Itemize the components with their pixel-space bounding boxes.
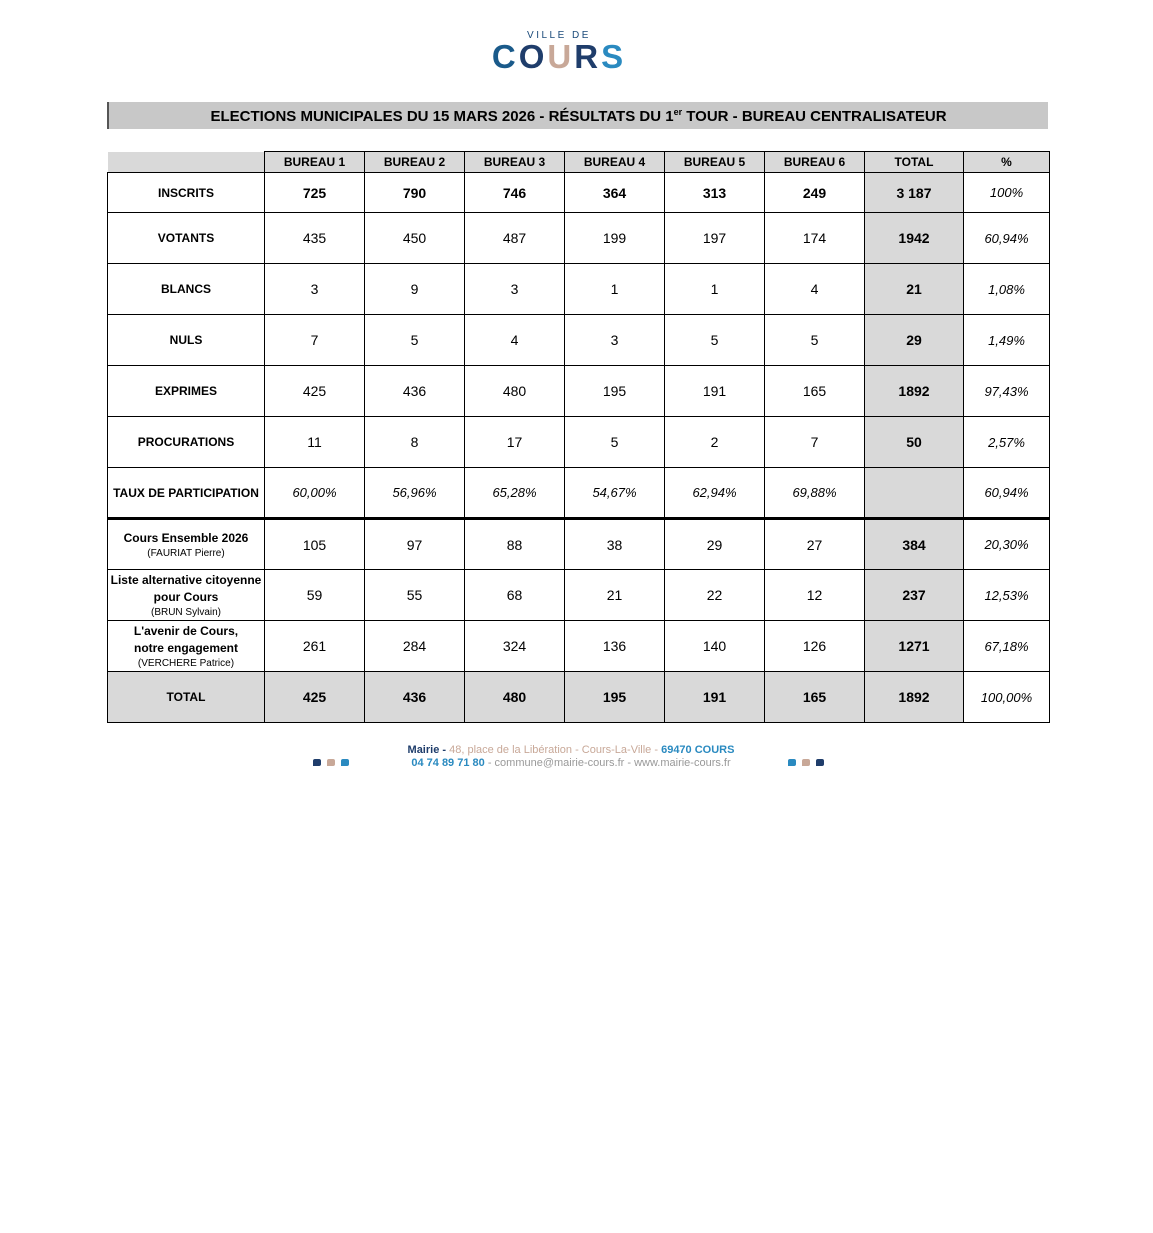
cell-value: 2 [665, 417, 765, 468]
cell-value: 60,00% [265, 468, 365, 519]
cell-percent: 60,94% [964, 468, 1050, 519]
cell-value: 140 [665, 621, 765, 672]
candidate-list-name-2: notre engagement [133, 640, 238, 655]
cell-total [865, 468, 964, 519]
cell-value: 1 [565, 264, 665, 315]
cell-percent: 12,53% [964, 570, 1050, 621]
decorative-squares-right [788, 753, 830, 771]
logo-letter: S [601, 38, 627, 75]
candidate-label [108, 621, 265, 672]
cell-value: 21 [565, 570, 665, 621]
cell-value: 3 [465, 264, 565, 315]
cell-percent: 1,08% [964, 264, 1050, 315]
cell-value: 165 [765, 366, 865, 417]
candidate-list-name: Liste alternative citoyenne [110, 572, 262, 587]
header-percent: % [964, 152, 1050, 173]
cell-value: 38 [565, 519, 665, 570]
page-title [107, 102, 1048, 129]
cell-percent: 2,57% [964, 417, 1050, 468]
footer-mairie: Mairie - [407, 744, 447, 756]
cell-value: 195 [565, 672, 665, 723]
cell-value: 480 [465, 366, 565, 417]
cell-value: 436 [365, 366, 465, 417]
candidate-head: (BRUN Sylvain) [150, 606, 221, 618]
cell-value: 68 [465, 570, 565, 621]
cell-value: 17 [465, 417, 565, 468]
row-candidate-2 [108, 570, 1050, 621]
decorative-squares-left [313, 753, 355, 771]
cell-value: 191 [665, 366, 765, 417]
row-participation [108, 468, 1050, 519]
title-sup: er [673, 107, 683, 117]
cell-value: 1 [665, 264, 765, 315]
cell-value: 364 [565, 173, 665, 213]
candidate-label [108, 570, 265, 621]
cell-percent: 100% [964, 173, 1050, 213]
footer-phone: 04 74 89 71 80 [411, 757, 485, 769]
cell-value: 8 [365, 417, 465, 468]
cours-logo [484, 30, 634, 78]
row-exprimes [108, 366, 1050, 417]
header-empty [108, 152, 265, 173]
cell-value: 313 [665, 173, 765, 213]
square-icon [788, 759, 796, 766]
cell-value: 56,96% [365, 468, 465, 519]
logo-letter: R [574, 38, 602, 75]
square-icon [313, 759, 321, 766]
cell-value: 480 [465, 672, 565, 723]
cell-value: 5 [765, 315, 865, 366]
header-total: TOTAL [865, 152, 964, 173]
header-bureau-4: BUREAU 4 [565, 152, 665, 173]
row-votants [108, 213, 1050, 264]
cell-value: 191 [665, 672, 765, 723]
cell-value: 4 [765, 264, 865, 315]
cell-value: 7 [265, 315, 365, 366]
header-bureau-1: BUREAU 1 [265, 152, 365, 173]
header-bureau-3: BUREAU 3 [465, 152, 565, 173]
logo-cours [484, 38, 634, 76]
logo-ville-de: VILLE DE [527, 30, 591, 41]
row-inscrits [108, 173, 1050, 213]
cell-total: 1271 [865, 621, 964, 672]
footer-street: 48, place de la Libération - Cours-La-Ville - [446, 744, 662, 756]
cell-total: 384 [865, 519, 964, 570]
cell-percent: 60,94% [964, 213, 1050, 264]
row-label: PROCURATIONS [108, 417, 265, 468]
row-label: NULS [108, 315, 265, 366]
cell-total: 1892 [865, 672, 964, 723]
header-bureau-2: BUREAU 2 [365, 152, 465, 173]
cell-value: 195 [565, 366, 665, 417]
cell-value: 261 [265, 621, 365, 672]
header-row [108, 152, 1050, 173]
cell-value: 197 [665, 213, 765, 264]
cell-value: 7 [765, 417, 865, 468]
row-label: VOTANTS [108, 213, 265, 264]
row-total [108, 672, 1050, 723]
cell-value: 59 [265, 570, 365, 621]
cell-value: 425 [265, 366, 365, 417]
cell-value: 27 [765, 519, 865, 570]
row-label: EXPRIMES [108, 366, 265, 417]
cell-value: 62,94% [665, 468, 765, 519]
cell-value: 5 [365, 315, 465, 366]
square-icon [802, 759, 810, 766]
square-icon [327, 759, 335, 766]
cell-value: 97 [365, 519, 465, 570]
cell-value: 5 [565, 417, 665, 468]
title-part2: TOUR - BUREAU CENTRALISATEUR [682, 108, 947, 125]
cell-value: 88 [465, 519, 565, 570]
row-blancs [108, 264, 1050, 315]
row-candidate-1 [108, 519, 1050, 570]
cell-value: 3 [565, 315, 665, 366]
row-label: BLANCS [108, 264, 265, 315]
cell-value: 324 [465, 621, 565, 672]
footer-line-2 [391, 757, 751, 770]
logo-letter: U [547, 38, 575, 75]
cell-value: 4 [465, 315, 565, 366]
cell-value: 5 [665, 315, 765, 366]
row-nuls [108, 315, 1050, 366]
cell-total: 3 187 [865, 173, 964, 213]
cell-percent: 100,00% [964, 672, 1050, 723]
cell-total: 50 [865, 417, 964, 468]
title-part1: ELECTIONS MUNICIPALES DU 15 MARS 2026 - RÉSULTATS DU 1 [210, 108, 674, 125]
row-label: INSCRITS [108, 173, 265, 213]
cell-value: 487 [465, 213, 565, 264]
cell-value: 3 [265, 264, 365, 315]
cell-value: 425 [265, 672, 365, 723]
candidate-list-name: Cours Ensemble 2026 [123, 530, 249, 545]
cell-total: 1942 [865, 213, 964, 264]
cell-value: 249 [765, 173, 865, 213]
row-label: TOTAL [108, 672, 265, 723]
cell-total: 1892 [865, 366, 964, 417]
cell-value: 136 [565, 621, 665, 672]
square-icon [341, 759, 349, 766]
cell-value: 12 [765, 570, 865, 621]
cell-value: 436 [365, 672, 465, 723]
cell-value: 9 [365, 264, 465, 315]
cell-total: 29 [865, 315, 964, 366]
cell-value: 55 [365, 570, 465, 621]
header-bureau-6: BUREAU 6 [765, 152, 865, 173]
cell-value: 22 [665, 570, 765, 621]
cell-value: 790 [365, 173, 465, 213]
cell-value: 450 [365, 213, 465, 264]
cell-value: 65,28% [465, 468, 565, 519]
logo-letter: C [491, 38, 519, 75]
footer-address [391, 744, 751, 770]
cell-value: 174 [765, 213, 865, 264]
cell-percent: 20,30% [964, 519, 1050, 570]
footer-contact: - commune@mairie-cours.fr - www.mairie-cours.fr [484, 757, 731, 769]
cell-percent: 67,18% [964, 621, 1050, 672]
footer [313, 744, 833, 774]
row-label: TAUX DE PARTICIPATION [108, 468, 265, 519]
cell-value: 126 [765, 621, 865, 672]
cell-value: 105 [265, 519, 365, 570]
row-candidate-3 [108, 621, 1050, 672]
logo-letter: O [518, 38, 548, 75]
cell-value: 69,88% [765, 468, 865, 519]
cell-value: 11 [265, 417, 365, 468]
candidate-head: (FAURIAT Pierre) [147, 547, 225, 559]
cell-value: 29 [665, 519, 765, 570]
square-icon [816, 759, 824, 766]
cell-percent: 1,49% [964, 315, 1050, 366]
cell-value: 199 [565, 213, 665, 264]
candidate-label [108, 519, 265, 570]
candidate-list-name-2: pour Cours [153, 589, 219, 604]
cell-total: 21 [865, 264, 964, 315]
candidate-head: (VERCHERE Patrice) [137, 657, 235, 669]
cell-total: 237 [865, 570, 964, 621]
cell-value: 435 [265, 213, 365, 264]
cell-value: 284 [365, 621, 465, 672]
results-table [107, 151, 1050, 723]
cell-percent: 97,43% [964, 366, 1050, 417]
cell-value: 746 [465, 173, 565, 213]
cell-value: 725 [265, 173, 365, 213]
header-bureau-5: BUREAU 5 [665, 152, 765, 173]
candidate-list-name: L'avenir de Cours, [133, 623, 239, 638]
cell-value: 165 [765, 672, 865, 723]
cell-value: 54,67% [565, 468, 665, 519]
row-procurations [108, 417, 1050, 468]
footer-line-1 [391, 744, 751, 757]
footer-postcode: 69470 COURS [661, 744, 735, 756]
